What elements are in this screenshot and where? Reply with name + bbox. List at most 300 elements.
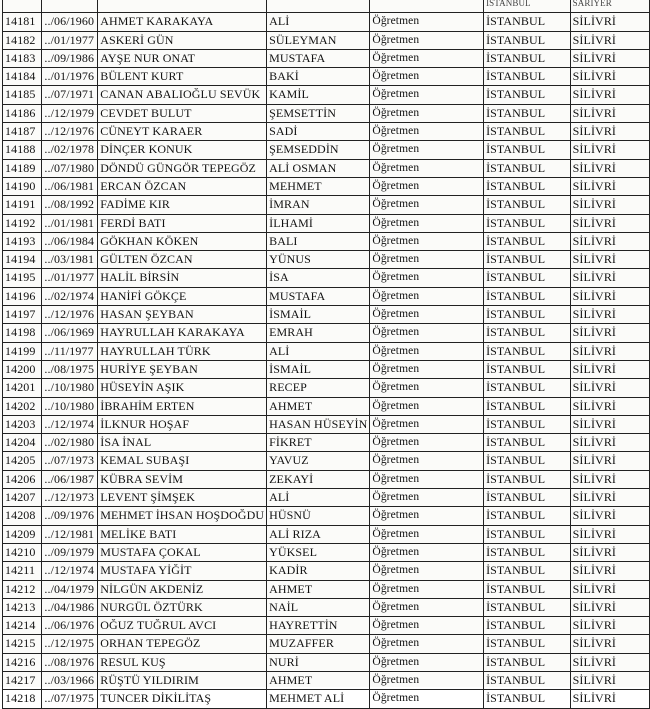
birth-cell: ../12/1979 [42,104,98,122]
job-cell: Öğretmen [370,635,484,653]
father-cell: BALI [267,232,370,250]
birth-cell: ../12/1976 [42,123,98,141]
id-cell: 14182 [3,31,42,49]
table-row [3,141,650,159]
district-cell: SİLİVRİ [570,360,649,378]
city-cell: İSTANBUL [484,287,571,305]
birth-cell: ../06/1960 [42,13,98,31]
table-row [3,214,650,232]
job-cell: Öğretmen [370,489,484,507]
job-cell: Öğretmen [370,31,484,49]
birth-cell: ../12/1974 [42,415,98,433]
job-cell: Öğretmen [370,525,484,543]
name-cell: AHMET KARAKAYA [98,13,267,31]
table-row [3,49,650,67]
city-cell: İSTANBUL [484,580,571,598]
job-cell: Öğretmen [370,617,484,635]
name-cell: HASAN ŞEYBAN [98,306,267,324]
job-cell: Öğretmen [370,470,484,488]
name-cell: OĞUZ TUĞRUL AVCI [98,617,267,635]
birth-cell: ../06/1976 [42,617,98,635]
job-cell: Öğretmen [370,232,484,250]
job-cell: Öğretmen [370,690,484,708]
name-cell: KÜBRA SEVİM [98,470,267,488]
father-cell: İMRAN [267,196,370,214]
district-cell: SİLİVRİ [570,306,649,324]
father-cell: AHMET [267,671,370,689]
district-cell: SİLİVRİ [570,379,649,397]
table-row [3,525,650,543]
id-cell: 14195 [3,269,42,287]
district-cell: SİLİVRİ [570,617,649,635]
job-cell: Öğretmen [370,196,484,214]
id-cell: 14197 [3,306,42,324]
district-cell: SİLİVRİ [570,214,649,232]
district-cell: SİLİVRİ [570,434,649,452]
father-cell: BAKİ [267,68,370,86]
id-cell: 14191 [3,196,42,214]
id-cell: 14203 [3,415,42,433]
table-row [3,489,650,507]
id-cell: 14189 [3,159,42,177]
father-cell: NURİ [267,653,370,671]
birth-cell: ../01/1977 [42,269,98,287]
id-cell: 14186 [3,104,42,122]
job-cell: Öğretmen [370,598,484,616]
table-row [3,342,650,360]
table-row [3,86,650,104]
district-cell: SİLİVRİ [570,562,649,580]
father-cell: ALİ [267,342,370,360]
city-cell: İSTANBUL [484,598,571,616]
id-cell: 14209 [3,525,42,543]
table-row [3,104,650,122]
name-cell: NİLGÜN AKDENİZ [98,580,267,598]
father-cell: ALİ OSMAN [267,159,370,177]
district-cell: SİLİVRİ [570,635,649,653]
city-cell: İSTANBUL [484,214,571,232]
district-cell: SİLİVRİ [570,251,649,269]
name-cell: HURİYE ŞEYBAN [98,360,267,378]
birth-cell: ../06/1987 [42,470,98,488]
birth-cell: ../09/1976 [42,507,98,525]
name-cell: KEMAL SUBAŞI [98,452,267,470]
city-cell: İSTANBUL [484,31,571,49]
district-cell: SARIYER [570,0,649,13]
birth-cell: ../08/1976 [42,653,98,671]
district-cell: SİLİVRİ [570,177,649,195]
father-cell: YAVUZ [267,452,370,470]
father-cell: HASAN HÜSEYİN [267,415,370,433]
name-cell: HANİFİ GÖKÇE [98,287,267,305]
city-cell: ISTANBUL [484,0,571,13]
birth-cell: ../04/1986 [42,598,98,616]
name-cell: İSA İNAL [98,434,267,452]
table-row [3,31,650,49]
district-cell: SİLİVRİ [570,690,649,708]
job-cell: Öğretmen [370,306,484,324]
table-row [3,598,650,616]
name-cell: AYŞE NUR ONAT [98,49,267,67]
id-cell: 14205 [3,452,42,470]
table-body [3,0,650,708]
district-cell: SİLİVRİ [570,269,649,287]
table-row [3,397,650,415]
city-cell: İSTANBUL [484,232,571,250]
city-cell: İSTANBUL [484,617,571,635]
district-cell: SİLİVRİ [570,507,649,525]
city-cell: İSTANBUL [484,196,571,214]
city-cell: İSTANBUL [484,562,571,580]
father-cell: AHMET [267,397,370,415]
job-cell: Öğretmen [370,123,484,141]
father-cell: MEHMET [267,177,370,195]
id-cell: 14188 [3,141,42,159]
city-cell: İSTANBUL [484,543,571,561]
district-cell: SİLİVRİ [570,397,649,415]
district-cell: SİLİVRİ [570,653,649,671]
father-cell: KAMİL [267,86,370,104]
father-cell: MUSTAFA [267,49,370,67]
name-cell: MUSTAFA YİĞİT [98,562,267,580]
name-cell: RÜŞTÜ YILDIRIM [98,671,267,689]
birth-cell: ../07/1980 [42,159,98,177]
district-cell: SİLİVRİ [570,543,649,561]
id-cell: 14204 [3,434,42,452]
city-cell: İSTANBUL [484,690,571,708]
district-cell: SİLİVRİ [570,159,649,177]
city-cell: İSTANBUL [484,251,571,269]
job-cell: Öğretmen [370,562,484,580]
father-cell: İLHAMİ [267,214,370,232]
city-cell: İSTANBUL [484,489,571,507]
job-cell: Öğretmen [370,415,484,433]
city-cell: İSTANBUL [484,434,571,452]
birth-cell: ../12/1975 [42,635,98,653]
job-cell: Öğretmen [370,287,484,305]
id-cell: 14211 [3,562,42,580]
table-row [3,232,650,250]
name-cell: HAYRULLAH KARAKAYA [98,324,267,342]
district-cell: SİLİVRİ [570,31,649,49]
birth-cell: ../08/1975 [42,360,98,378]
birth-cell: ../10/1980 [42,397,98,415]
table-row [3,13,650,31]
table-row [3,470,650,488]
table-row [3,434,650,452]
id-cell: 14215 [3,635,42,653]
id-cell: 14217 [3,671,42,689]
city-cell: İSTANBUL [484,13,571,31]
district-cell: SİLİVRİ [570,580,649,598]
father-cell: SADİ [267,123,370,141]
table-row [3,196,650,214]
id-cell: 14201 [3,379,42,397]
birth-cell: ../12/1976 [42,306,98,324]
city-cell: İSTANBUL [484,324,571,342]
father-cell: ŞEMSEDDİN [267,141,370,159]
table-row [3,68,650,86]
name-cell: TUNCER DİKİLİTAŞ [98,690,267,708]
table-row [3,123,650,141]
birth-cell: ../02/1980 [42,434,98,452]
district-cell: SİLİVRİ [570,671,649,689]
name-cell: GÖKHAN KÖKEN [98,232,267,250]
father-cell: MEHMET ALİ [267,690,370,708]
father-cell: HÜSNÜ [267,507,370,525]
district-cell: SİLİVRİ [570,123,649,141]
name-cell: NURGÜL ÖZTÜRK [98,598,267,616]
table-row [3,452,650,470]
job-cell: Öğretmen [370,507,484,525]
city-cell: İSTANBUL [484,49,571,67]
name-cell: RESUL KUŞ [98,653,267,671]
table-row [3,690,650,708]
id-cell: 14206 [3,470,42,488]
name-cell: ORHAN TEPEGÖZ [98,635,267,653]
id-cell: 14216 [3,653,42,671]
job-cell: Öğretmen [370,141,484,159]
city-cell: İSTANBUL [484,635,571,653]
district-cell: SİLİVRİ [570,598,649,616]
job-cell: Öğretmen [370,159,484,177]
job-cell: Öğretmen [370,543,484,561]
birth-cell: ../07/1971 [42,86,98,104]
cell [3,0,42,13]
name-cell: CEVDET BULUT [98,104,267,122]
table-row [3,379,650,397]
table-row [3,543,650,561]
city-cell: İSTANBUL [484,470,571,488]
name-cell: CÜNEYT KARAER [98,123,267,141]
job-cell: Öğretmen [370,342,484,360]
table-row [3,306,650,324]
father-cell: KADİR [267,562,370,580]
id-cell: 14193 [3,232,42,250]
name-cell: CANAN ABALIOĞLU SEVÜK [98,86,267,104]
job-cell: Öğretmen [370,86,484,104]
id-cell: 14198 [3,324,42,342]
birth-cell: ../12/1973 [42,489,98,507]
father-cell: ŞEMSETTİN [267,104,370,122]
id-cell: 14196 [3,287,42,305]
father-cell: SÜLEYMAN [267,31,370,49]
table-row [3,507,650,525]
birth-cell: ../07/1973 [42,452,98,470]
job-cell: Öğretmen [370,251,484,269]
birth-cell: ../09/1979 [42,543,98,561]
job-cell: Öğretmen [370,269,484,287]
table-row [3,653,650,671]
name-cell: DİNÇER KONUK [98,141,267,159]
city-cell: İSTANBUL [484,141,571,159]
birth-cell: ../07/1975 [42,690,98,708]
name-cell: BÜLENT KURT [98,68,267,86]
father-cell: ZEKAYİ [267,470,370,488]
table-row [3,159,650,177]
id-cell: 14202 [3,397,42,415]
job-cell: Öğretmen [370,397,484,415]
district-cell: SİLİVRİ [570,104,649,122]
city-cell: İSTANBUL [484,671,571,689]
job-cell: Öğretmen [370,324,484,342]
father-cell: MUZAFFER [267,635,370,653]
city-cell: İSTANBUL [484,68,571,86]
name-cell: MELİKE BATI [98,525,267,543]
district-cell: SİLİVRİ [570,452,649,470]
birth-cell: ../12/1974 [42,562,98,580]
father-cell: İSMAİL [267,360,370,378]
father-cell: ALİ [267,489,370,507]
district-cell: SİLİVRİ [570,324,649,342]
father-cell: YÜKSEL [267,543,370,561]
job-cell: Öğretmen [370,580,484,598]
birth-cell: ../03/1966 [42,671,98,689]
birth-cell: ../11/1977 [42,342,98,360]
city-cell: İSTANBUL [484,379,571,397]
city-cell: İSTANBUL [484,525,571,543]
birth-cell: ../01/1976 [42,68,98,86]
district-cell: SİLİVRİ [570,489,649,507]
city-cell: İSTANBUL [484,415,571,433]
district-cell: SİLİVRİ [570,415,649,433]
id-cell: 14218 [3,690,42,708]
id-cell: 14187 [3,123,42,141]
job-cell: Öğretmen [370,68,484,86]
job-cell: Öğretmen [370,214,484,232]
job-cell: Öğretmen [370,452,484,470]
city-cell: İSTANBUL [484,159,571,177]
table-row [3,269,650,287]
birth-cell: ../02/1974 [42,287,98,305]
id-cell: 14183 [3,49,42,67]
birth-cell: ../03/1981 [42,251,98,269]
id-cell: 14200 [3,360,42,378]
city-cell: İSTANBUL [484,86,571,104]
father-cell: EMRAH [267,324,370,342]
name-cell: MEHMET İHSAN HOŞDOĞDU [98,507,267,525]
job-cell: Öğretmen [370,653,484,671]
table-row [3,251,650,269]
district-cell: SİLİVRİ [570,470,649,488]
district-cell: SİLİVRİ [570,342,649,360]
city-cell: İSTANBUL [484,342,571,360]
table-row [3,360,650,378]
id-cell: 14207 [3,489,42,507]
id-cell: 14213 [3,598,42,616]
father-cell: YÜNUS [267,251,370,269]
district-cell: SİLİVRİ [570,13,649,31]
city-cell: İSTANBUL [484,397,571,415]
father-cell: İSMAİL [267,306,370,324]
job-cell: Öğretmen [370,49,484,67]
birth-cell: ../10/1980 [42,379,98,397]
name-cell: MUSTAFA ÇOKAL [98,543,267,561]
father-cell: İSA [267,269,370,287]
name-cell: LEVENT ŞİMŞEK [98,489,267,507]
personnel-table [2,0,650,709]
city-cell: İSTANBUL [484,306,571,324]
father-cell: HAYRETTİN [267,617,370,635]
father-cell: AHMET [267,580,370,598]
job-cell: Öğretmen [370,434,484,452]
district-cell: SİLİVRİ [570,287,649,305]
father-cell: NAİL [267,598,370,616]
father-cell: FİKRET [267,434,370,452]
name-cell: ERCAN ÖZCAN [98,177,267,195]
table-row-partial-header [3,0,650,13]
birth-cell: ../02/1978 [42,141,98,159]
job-cell: Öğretmen [370,360,484,378]
birth-cell: ../12/1981 [42,525,98,543]
district-cell: SİLİVRİ [570,86,649,104]
name-cell: ASKERİ GÜN [98,31,267,49]
city-cell: İSTANBUL [484,104,571,122]
name-cell: HÜSEYİN AŞIK [98,379,267,397]
id-cell: 14208 [3,507,42,525]
district-cell: SİLİVRİ [570,68,649,86]
id-cell: 14184 [3,68,42,86]
father-cell: ALİ RIZA [267,525,370,543]
job-cell: Öğretmen [370,671,484,689]
city-cell: İSTANBUL [484,360,571,378]
city-cell: İSTANBUL [484,177,571,195]
name-cell: İBRAHİM ERTEN [98,397,267,415]
city-cell: İSTANBUL [484,452,571,470]
birth-cell: ../01/1977 [42,31,98,49]
table-row [3,617,650,635]
name-cell: HALİL BİRSİN [98,269,267,287]
id-cell: 14181 [3,13,42,31]
birth-cell: ../06/1981 [42,177,98,195]
father-cell: ALİ [267,13,370,31]
birth-cell: ../09/1986 [42,49,98,67]
table-row [3,580,650,598]
cell [267,0,370,13]
district-cell: SİLİVRİ [570,49,649,67]
name-cell: FADİME KIR [98,196,267,214]
table-row [3,562,650,580]
job-cell: Öğretmen [370,13,484,31]
father-cell: RECEP [267,379,370,397]
birth-cell: ../04/1979 [42,580,98,598]
city-cell: İSTANBUL [484,507,571,525]
name-cell: GÜLTEN ÖZCAN [98,251,267,269]
job-cell: Öğretmen [370,177,484,195]
id-cell: 14194 [3,251,42,269]
name-cell: HAYRULLAH TÜRK [98,342,267,360]
name-cell: DÖNDÜ GÜNGÖR TEPEGÖZ [98,159,267,177]
city-cell: İSTANBUL [484,653,571,671]
cell [370,0,484,13]
name-cell: İLKNUR HOŞAF [98,415,267,433]
table-row [3,635,650,653]
cell [42,0,98,13]
id-cell: 14192 [3,214,42,232]
id-cell: 14210 [3,543,42,561]
district-cell: SİLİVRİ [570,141,649,159]
id-cell: 14199 [3,342,42,360]
id-cell: 14190 [3,177,42,195]
birth-cell: ../01/1981 [42,214,98,232]
city-cell: İSTANBUL [484,269,571,287]
district-cell: SİLİVRİ [570,232,649,250]
district-cell: SİLİVRİ [570,196,649,214]
birth-cell: ../08/1992 [42,196,98,214]
job-cell: Öğretmen [370,104,484,122]
table-row [3,415,650,433]
id-cell: 14212 [3,580,42,598]
